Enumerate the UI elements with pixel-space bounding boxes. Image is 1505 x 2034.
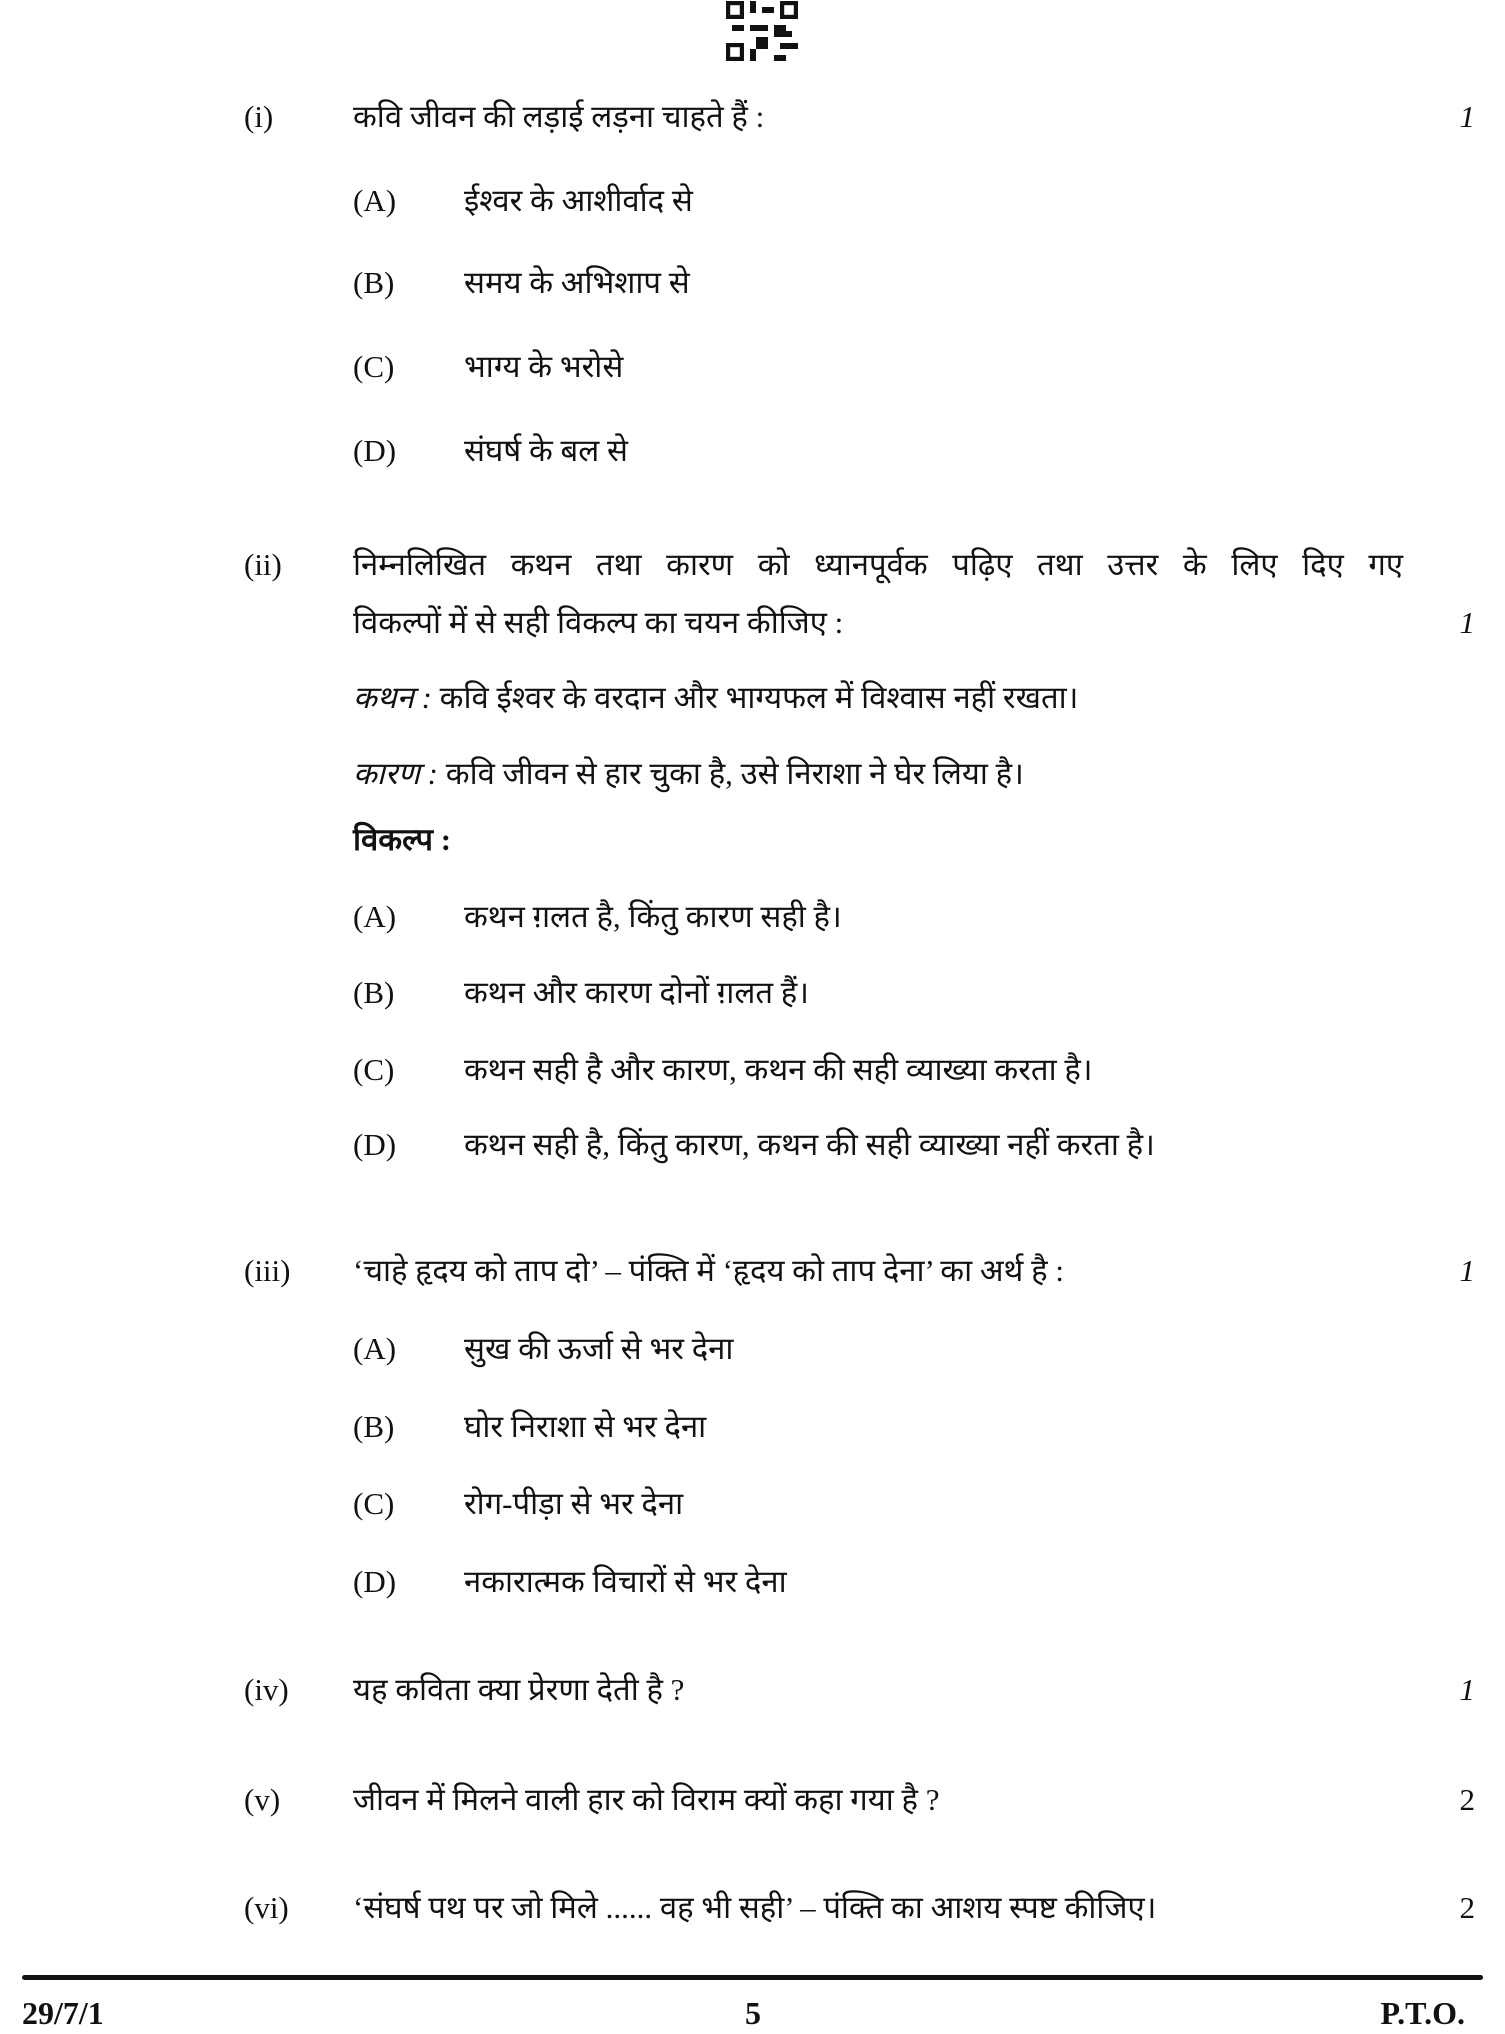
option-letter: (C)	[353, 1486, 395, 1521]
options-heading-row	[0, 818, 1505, 862]
option-letter: (C)	[353, 1052, 395, 1087]
option-c	[0, 345, 1505, 389]
paper-code: 29/7/1	[22, 1995, 104, 2031]
option-a	[0, 895, 1505, 939]
option-text: ईश्वर के आशीर्वाद से	[464, 183, 693, 218]
option-b	[0, 971, 1505, 1015]
reason	[0, 752, 1505, 796]
question-vi	[0, 1886, 1505, 1930]
question-iv	[0, 1668, 1505, 1712]
option-text: कथन और कारण दोनों ग़लत हैं।	[464, 975, 809, 1010]
question-text-line1: निम्नलिखित कथन तथा कारण को ध्यानपूर्वक पढ़िए तथा उत्तर के लिए दिए गए	[353, 547, 1403, 582]
qr-code	[726, 0, 798, 62]
option-d	[0, 1560, 1505, 1604]
question-i	[0, 95, 1505, 139]
reason-label: कारण :	[353, 756, 439, 791]
assertion	[0, 676, 1505, 720]
option-letter: (B)	[353, 975, 395, 1010]
option-a	[0, 179, 1505, 223]
option-letter: (B)	[353, 1409, 395, 1444]
option-letter: (D)	[353, 1564, 397, 1599]
marks: 2	[1459, 1890, 1475, 1925]
question-number: (vi)	[244, 1890, 289, 1925]
marks: 1	[1459, 99, 1475, 134]
option-text: नकारात्मक विचारों से भर देना	[464, 1564, 787, 1599]
options-heading: विकल्प :	[353, 822, 452, 857]
option-text: घोर निराशा से भर देना	[464, 1409, 707, 1444]
footer-divider	[22, 1975, 1483, 1980]
reason-text: कवि जीवन से हार चुका है, उसे निराशा ने घेर लिया है।	[445, 756, 1024, 791]
marks: 2	[1459, 1782, 1475, 1817]
question-text: ‘चाहे हृदय को ताप दो’ – पंक्ति में ‘हृदय को ताप देना’ का अर्थ है :	[353, 1253, 1064, 1288]
option-letter: (A)	[353, 183, 397, 218]
option-text: भाग्य के भरोसे	[464, 349, 624, 384]
option-d	[0, 1123, 1505, 1167]
option-d	[0, 429, 1505, 473]
question-ii	[0, 543, 1505, 587]
marks: 1	[1459, 1672, 1475, 1707]
option-c	[0, 1048, 1505, 1092]
question-ii-line2	[0, 601, 1505, 645]
question-number: (v)	[244, 1782, 281, 1817]
question-text: यह कविता क्या प्रेरणा देती है ?	[353, 1672, 685, 1707]
question-text: ‘संघर्ष पथ पर जो मिले ...... वह भी सही’ – पंक्ति का आशय स्पष्ट कीजिए।	[353, 1890, 1157, 1925]
option-b	[0, 261, 1505, 305]
option-letter: (A)	[353, 1331, 397, 1366]
question-text: कवि जीवन की लड़ाई लड़ना चाहते हैं :	[353, 99, 765, 134]
pto-label: P.T.O.	[1380, 1995, 1465, 2031]
option-letter: (D)	[353, 433, 397, 468]
question-number: (iii)	[244, 1253, 291, 1288]
option-text: कथन सही है और कारण, कथन की सही व्याख्या करता है।	[464, 1052, 1093, 1087]
option-text: समय के अभिशाप से	[464, 265, 690, 300]
option-c	[0, 1482, 1505, 1526]
question-text-line2: विकल्पों में से सही विकल्प का चयन कीजिए :	[353, 605, 844, 640]
assertion-text: कवि ईश्वर के वरदान और भाग्यफल में विश्वास नहीं रखता।	[439, 680, 1079, 715]
option-text: कथन सही है, किंतु कारण, कथन की सही व्याख्या नहीं करता है।	[464, 1127, 1155, 1162]
question-text: जीवन में मिलने वाली हार को विराम क्यों कहा गया है ?	[353, 1782, 940, 1817]
marks: 1	[1459, 605, 1475, 640]
option-a	[0, 1327, 1505, 1371]
option-text: रोग-पीड़ा से भर देना	[464, 1486, 684, 1521]
option-letter: (D)	[353, 1127, 397, 1162]
option-text: संघर्ष के बल से	[464, 433, 628, 468]
question-number: (iv)	[244, 1672, 289, 1707]
page-number: 5	[745, 1995, 761, 2031]
marks: 1	[1459, 1253, 1475, 1288]
assertion-label: कथन :	[353, 680, 432, 715]
question-number: (ii)	[244, 547, 282, 582]
question-v	[0, 1778, 1505, 1822]
question-iii	[0, 1249, 1505, 1293]
option-letter: (C)	[353, 349, 395, 384]
question-number: (i)	[244, 99, 274, 134]
option-b	[0, 1405, 1505, 1449]
option-letter: (A)	[353, 899, 397, 934]
option-text: सुख की ऊर्जा से भर देना	[464, 1331, 734, 1366]
option-letter: (B)	[353, 265, 395, 300]
option-text: कथन ग़लत है, किंतु कारण सही है।	[464, 899, 842, 934]
